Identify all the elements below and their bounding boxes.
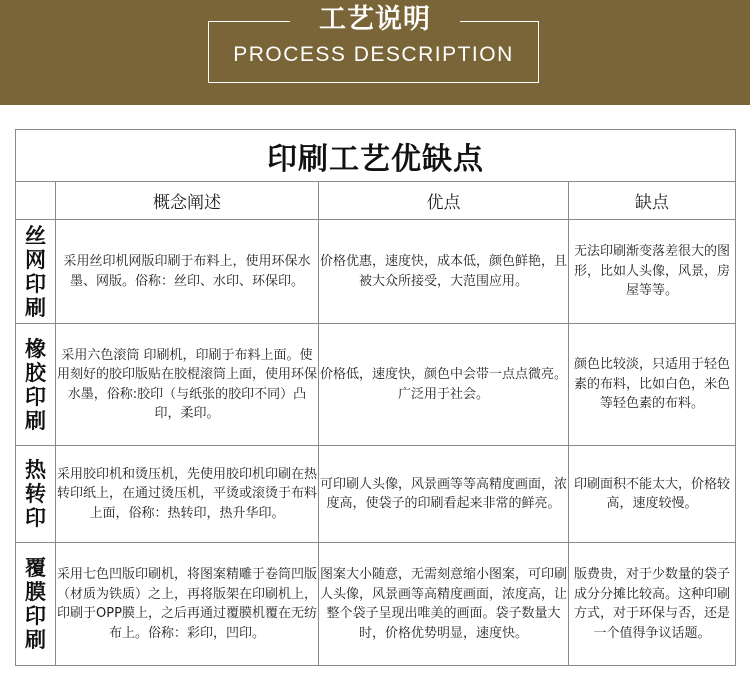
header-blank <box>16 182 56 220</box>
cons-cell: 无法印刷渐变落差很大的图形，比如人头像，风景，房屋等等。 <box>569 220 736 324</box>
table-row <box>16 543 736 666</box>
pros-cell: 价格优惠，速度快，成本低，颜色鲜艳，且被大众所接受，大范围应用。 <box>319 220 569 324</box>
row-label-film-printing: 覆 膜 印 刷 <box>16 543 56 666</box>
pros-cell: 图案大小随意，无需刻意缩小图案，可印刷人头像，风景画等高精度画面，浓度高，让整个袋子呈现出唯美的画面。袋子数量大时，价格优势明显，速度快。 <box>319 543 569 666</box>
table-row <box>16 324 736 446</box>
cons-cell: 版费贵，对于少数量的袋子成分分摊比较高。这种印刷方式，对于环保与否，还是一个值得争议话题。 <box>569 543 736 666</box>
concept-cell: 采用胶印机和烫压机，先使用胶印机印刷在热转印纸上，在通过烫压机，平烫或滚烫于布料上面，俗称：热转印，热升华印。 <box>56 446 319 543</box>
process-comparison-table <box>15 129 736 666</box>
concept-cell: 采用七色凹版印刷机，将图案精雕于卷筒凹版（材质为铁质）之上，再将版架在印刷机上，印刷于OPP膜上，之后再通过覆膜机覆在无纺布上。俗称：彩印，凹印。 <box>56 543 319 666</box>
row-label-screen-printing: 丝 网 印 刷 <box>16 220 56 324</box>
banner-title: 工艺说明 <box>319 4 431 35</box>
concept-cell: 采用六色滚筒 印刷机，印刷于布料上面。使用刻好的胶印版贴在胶棍滚筒上面，使用环保水墨，俗称:胶印（与纸张的胶印不同）凸印，柔印。 <box>56 324 319 446</box>
table-row <box>16 446 736 543</box>
header-concept: 概念阐述 <box>56 182 319 220</box>
table-row <box>16 220 736 324</box>
table-title: 印刷工艺优缺点 <box>16 130 736 182</box>
banner-subtitle: PROCESS DESCRIPTION <box>233 43 514 66</box>
header-banner <box>0 0 750 105</box>
row-label-rubber-printing: 橡 胶 印 刷 <box>16 324 56 446</box>
cons-cell: 颜色比较淡，只适用于轻色素的布料，比如白色，米色等轻色素的布料。 <box>569 324 736 446</box>
pros-cell: 价格低，速度快，颜色中会带一点点微亮。广泛用于社会。 <box>319 324 569 446</box>
pros-cell: 可印刷人头像，风景画等等高精度画面，浓度高，使袋子的印刷看起来非常的鲜亮。 <box>319 446 569 543</box>
row-label-heat-transfer: 热 转 印 <box>16 446 56 543</box>
concept-cell: 采用丝印机网版印刷于布料上，使用环保水墨、网版。俗称：丝印、水印、环保印。 <box>56 220 319 324</box>
header-pros: 优点 <box>319 182 569 220</box>
header-cons: 缺点 <box>569 182 736 220</box>
cons-cell: 印刷面积不能太大，价格较高，速度较慢。 <box>569 446 736 543</box>
